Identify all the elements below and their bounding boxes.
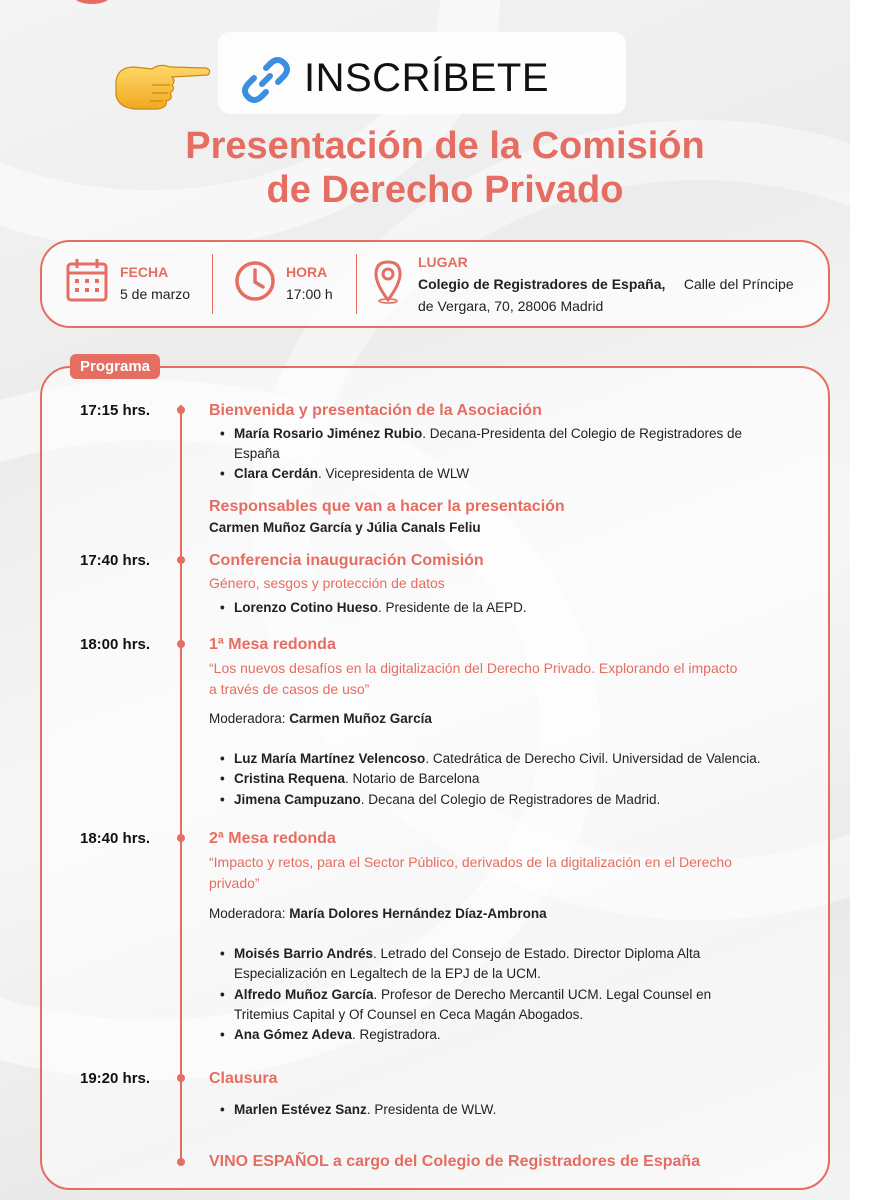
lugar-address-2: de Vergara, 70, 28006 Madrid [418, 298, 604, 314]
programa-tag: Programa [70, 354, 160, 379]
lugar-name: Colegio de Registradores de España, [418, 276, 666, 292]
speaker-item: • Jimena Campuzano. Decana del Colegio de Registradores de Madrid. [220, 790, 820, 810]
speaker-item: • María Rosario Jiménez Rubio. Decana-Presidenta del Colegio de Registradores de [220, 424, 820, 444]
time-1920: 19:20 hrs. [80, 1070, 151, 1087]
speaker-item: • Clara Cerdán. Vicepresidenta de WLW [220, 464, 820, 484]
speaker-item: • Luz María Martínez Velencoso. Catedrática de Derecho Civil. Universidad de Valencia. [220, 749, 820, 769]
time-1840: 18:40 hrs. [80, 830, 151, 847]
section-title: VINO ESPAÑOL a cargo del Colegio de Registradores de España [209, 1153, 701, 1170]
section-quote-cont: privado” [209, 875, 260, 891]
section-title: Conferencia inauguración Comisión [209, 552, 484, 569]
time-1800: 18:00 hrs. [80, 636, 151, 653]
time-1715: 17:15 hrs. [80, 402, 151, 419]
speaker-item: • Cristina Requena. Notario de Barcelona [220, 769, 820, 789]
timeline-dot [177, 556, 185, 564]
pointing-hand-icon [112, 55, 212, 115]
lugar-label: LUGAR [418, 254, 468, 270]
section-title: Clausura [209, 1070, 278, 1087]
moderator: Moderadora: María Dolores Hernández Díaz-Ambrona [209, 906, 547, 921]
speaker-item-cont: Tritemius Capital y Of Counsel en Ceca Magán Abogados. [234, 1007, 584, 1022]
speaker-item: • Lorenzo Cotino Hueso. Presidente de la AEPD. [220, 598, 820, 618]
speaker-item: • Marlen Estévez Sanz. Presidenta de WLW. [220, 1100, 820, 1120]
right-margin [850, 0, 893, 1200]
timeline-dot [177, 1074, 185, 1082]
timeline-dot [177, 1158, 185, 1166]
speaker-item: • Moisés Barrio Andrés. Letrado del Consejo de Estado. Director Diploma Alta [220, 944, 820, 964]
timeline-dot [177, 406, 185, 414]
clock-icon [234, 260, 276, 302]
title-line-1: Presentación de la Comisión [185, 125, 705, 167]
register-label[interactable]: INSCRÍBETE [304, 56, 550, 100]
hora-label: HORA [286, 264, 328, 280]
time-1740: 17:40 hrs. [80, 552, 151, 569]
section-title: 2ª Mesa redonda [209, 830, 336, 847]
timeline-dot [177, 834, 185, 842]
speaker-item-cont: España [234, 446, 280, 461]
speaker-item: • Alfredo Muñoz García. Profesor de Derecho Mercantil UCM. Legal Counsel en [220, 985, 820, 1005]
speaker-item: • Ana Gómez Adeva. Registradora. [220, 1025, 820, 1045]
speaker-item-cont: Especialización en Legaltech de la EPJ de la UCM. [234, 966, 541, 981]
presenters-names: Carmen Muñoz García y Júlia Canals Feliu [209, 520, 481, 535]
section-quote-cont: a través de casos de uso” [209, 681, 370, 697]
info-divider [212, 254, 213, 314]
lugar-address-1: Calle del Príncipe [680, 276, 794, 292]
section-quote: “Impacto y retos, para el Sector Público, derivados de la digitalización en el Derecho [209, 854, 732, 870]
section-title: 1ª Mesa redonda [209, 636, 336, 653]
timeline-line [180, 405, 182, 1165]
moderator: Moderadora: Carmen Muñoz García [209, 711, 432, 726]
section-subtitle: Género, sesgos y protección de datos [209, 575, 445, 591]
hora-value: 17:00 h [286, 286, 333, 302]
location-pin-icon [372, 258, 404, 304]
link-icon[interactable] [240, 54, 292, 106]
fecha-label: FECHA [120, 264, 169, 280]
timeline-dot [177, 640, 185, 648]
calendar-icon [66, 258, 108, 302]
fecha-value: 5 de marzo [120, 286, 191, 302]
title-line-2: de Derecho Privado [266, 169, 624, 211]
section-title: Responsables que van a hacer la presentación [209, 498, 565, 515]
page-title [100, 124, 790, 212]
section-title: Bienvenida y presentación de la Asociación [209, 402, 542, 419]
section-quote: “Los nuevos desafíos en la digitalización del Derecho Privado. Explorando el impacto [209, 660, 738, 676]
info-divider [356, 254, 357, 314]
